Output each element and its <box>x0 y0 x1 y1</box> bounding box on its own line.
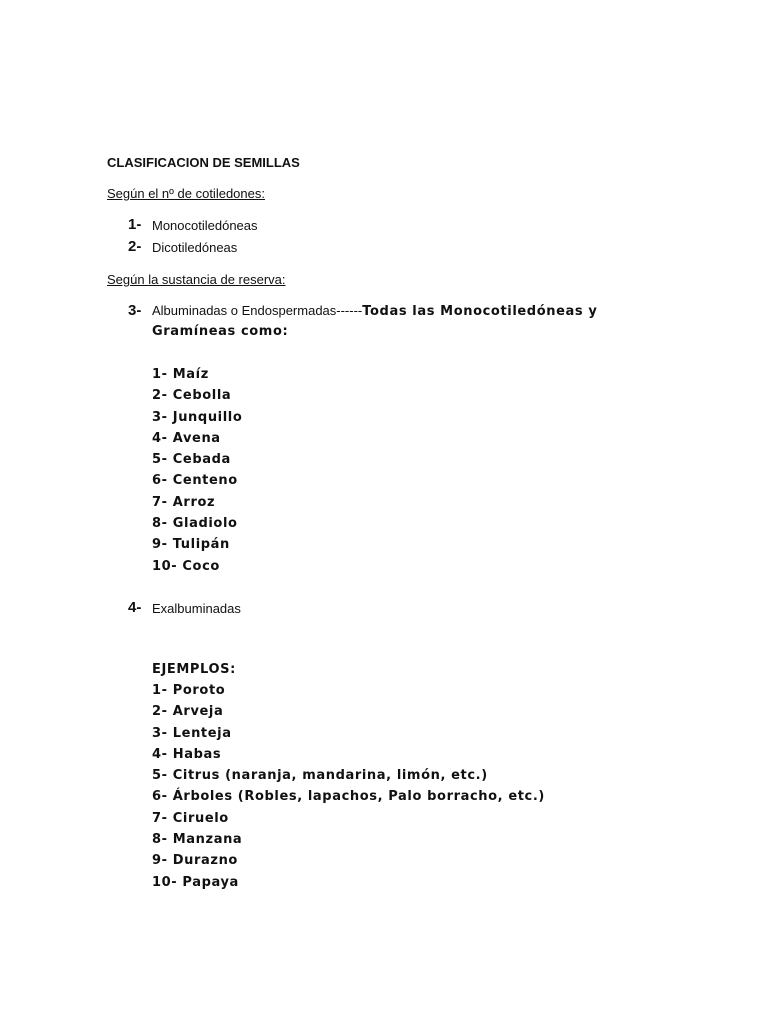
list-item: 1- Poroto <box>152 683 226 698</box>
list-item: 6- Centeno <box>152 473 238 489</box>
list-item-exalbuminadas: Exalbuminadas <box>152 601 241 616</box>
list-item: 10- Coco <box>152 558 220 574</box>
list-item: 3- Lenteja <box>152 725 232 741</box>
document-title: CLASIFICACION DE SEMILLAS <box>107 155 300 170</box>
albuminadas-label: Albuminadas o Endospermadas------ <box>152 303 363 318</box>
list-item: 5- Citrus (naranja, mandarina, limón, etc.) <box>152 768 488 784</box>
list-item: 7- Arroz <box>152 494 216 510</box>
list-item-albuminadas <box>152 302 597 321</box>
list-item-monocot: Monocotiledóneas <box>152 218 258 233</box>
list-item: 10- Papaya <box>152 874 239 890</box>
list-item: 3- Junquillo <box>152 409 243 425</box>
exalbuminadas-list <box>152 680 545 893</box>
albuminadas-list <box>152 364 242 577</box>
section-heading-cotyledons: Según el nº de cotiledones: <box>107 186 265 201</box>
section-heading-reserve: Según la sustancia de reserva: <box>107 272 286 287</box>
examples-heading: EJEMPLOS: <box>152 662 236 677</box>
list-item: 9- Durazno <box>152 853 238 869</box>
list-item: 9- Tulipán <box>152 537 230 553</box>
list-item: 7- Ciruelo <box>152 810 229 826</box>
list-number: 2- <box>128 238 142 255</box>
list-number: 1- <box>128 216 142 233</box>
list-item: 1- Maíz <box>152 367 209 382</box>
list-item: 5- Cebada <box>152 452 231 468</box>
albuminadas-description-cont: Gramíneas como: <box>152 324 289 339</box>
list-item: 8- Manzana <box>152 832 243 848</box>
list-item: 4- Avena <box>152 430 221 446</box>
list-item: 6- Árboles (Robles, lapachos, Palo borracho, etc.) <box>152 789 545 805</box>
list-item: 4- Habas <box>152 746 222 762</box>
list-number: 3- <box>128 302 142 319</box>
list-item-dicot: Dicotiledóneas <box>152 240 238 255</box>
list-item: 2- Arveja <box>152 704 224 720</box>
list-item: 8- Gladiolo <box>152 516 238 532</box>
list-item: 2- Cebolla <box>152 388 232 404</box>
list-number: 4- <box>128 599 142 616</box>
albuminadas-description: Todas las Monocotiledóneas y <box>362 304 598 319</box>
